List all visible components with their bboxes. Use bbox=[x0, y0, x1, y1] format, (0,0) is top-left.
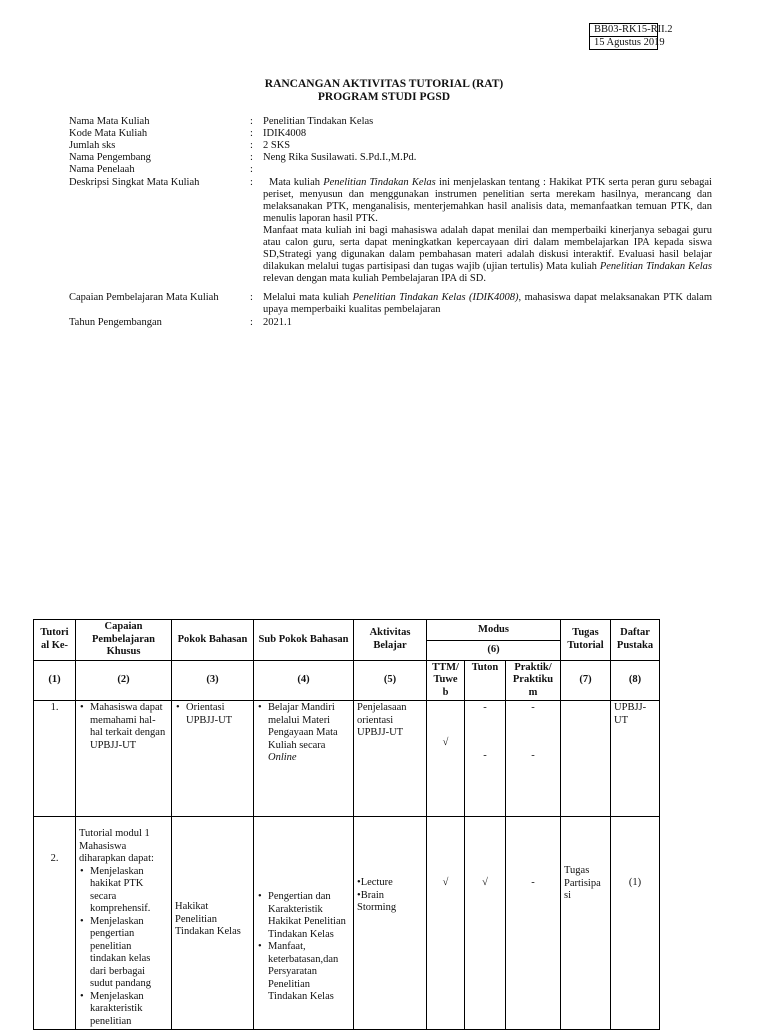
list-item: • Menjelaskan pengertian penelitian tindakan kelas dari berbagai sudut pandang bbox=[90, 916, 168, 991]
header-tugas-tutorial: Tugas Tutorial bbox=[561, 620, 611, 661]
list-item: • Menjelaskan karakteristik penelitian bbox=[90, 991, 168, 1029]
deskripsi-paragraph-1: Mata kuliah Penelitian Tindakan Kelas ini menjelaskan tentang : Hakikat PTK serta peran guru sebagai periset, menyusun dan menggunakan instrumen penelitian serta merekam hasilnya, merancang dan melaksanakan PTK, menganalisis, menterjemahkan hasil analisis data, memanfaatkan temuan PTK, dan menulis laporan hasil PTK. bbox=[263, 177, 712, 224]
header-num-3: (3) bbox=[172, 660, 254, 701]
colon: : bbox=[250, 152, 253, 163]
colon: : bbox=[250, 292, 253, 303]
header-tutorial-ke: Tutori al Ke- bbox=[34, 620, 76, 661]
header-aktivitas-belajar: Aktivitas Belajar bbox=[354, 620, 427, 661]
label-deskripsi: Deskripsi Singkat Mata Kuliah bbox=[69, 177, 200, 188]
label-sks: Jumlah sks bbox=[69, 140, 116, 151]
header-num-5: (5) bbox=[354, 660, 427, 701]
header-num-7: (7) bbox=[561, 660, 611, 701]
label-capaian: Capaian Pembelajaran Mata Kuliah bbox=[69, 292, 219, 303]
table-row bbox=[34, 817, 660, 1030]
row1-pokok: • Orientasi UPBJJ-UT bbox=[172, 701, 254, 817]
row1-capaian: • Mahasiswa dapat memahami hal-hal terkait dengan UPBJJ-UT bbox=[76, 701, 172, 817]
value-deskripsi bbox=[263, 177, 712, 285]
colon: : bbox=[250, 164, 253, 175]
row2-aktivitas bbox=[354, 817, 427, 1030]
row1-sub-pokok: • Belajar Mandiri melalui Materi Pengayaan Mata Kuliah secara Online bbox=[254, 701, 354, 817]
list-item: •Lecture bbox=[357, 877, 393, 888]
header-praktik: Praktik/ Praktiku m bbox=[506, 660, 561, 701]
list-item: • Pengertian dan Karakteristik Hakikat Penelitian Tindakan Kelas bbox=[268, 891, 350, 941]
row2-ttm: √ bbox=[427, 817, 465, 1030]
label-penelaah: Nama Penelaah bbox=[69, 164, 135, 175]
label-pengembang: Nama Pengembang bbox=[69, 152, 151, 163]
row1-number: 1. bbox=[34, 701, 76, 817]
header-pokok-bahasan: Pokok Bahasan bbox=[172, 620, 254, 661]
row2-number: 2. bbox=[34, 817, 76, 1030]
header-capaian: Capaian Pembelajaran Khusus bbox=[76, 620, 172, 661]
document-subtitle: PROGRAM STUDI PGSD bbox=[317, 91, 451, 103]
header-num-2: (2) bbox=[76, 660, 172, 701]
document-date: 15 Agustus 2019 bbox=[590, 36, 657, 49]
row2-tuton: √ bbox=[465, 817, 506, 1030]
row1-praktik: - - bbox=[506, 701, 561, 817]
list-item: • Menjelaskan hakikat PTK secara komprehensif. bbox=[90, 866, 168, 916]
value-kode-mk: IDIK4008 bbox=[263, 128, 307, 139]
colon: : bbox=[250, 317, 253, 328]
row2-praktik: - bbox=[506, 817, 561, 1030]
label-tahun: Tahun Pengembangan bbox=[69, 317, 162, 328]
value-capaian: Melalui mata kuliah Penelitian Tindakan Kelas (IDIK4008), mahasiswa dapat melaksanakan PTK dalam upaya memperbaiki kualitas pembelajaran bbox=[263, 292, 713, 315]
header-num-1: (1) bbox=[34, 660, 76, 701]
header-num-6: (6) bbox=[427, 641, 561, 660]
row1-tuton: - - bbox=[465, 701, 506, 817]
row2-sub-pokok bbox=[254, 817, 354, 1030]
label-kode-mk: Kode Mata Kuliah bbox=[69, 128, 148, 139]
row1-tugas bbox=[561, 701, 611, 817]
value-tahun: 2021.1 bbox=[263, 317, 292, 328]
row2-pokok: Hakikat Penelitian Tindakan Kelas bbox=[172, 817, 254, 1030]
label-nama-mk: Nama Mata Kuliah bbox=[69, 116, 150, 127]
colon: : bbox=[250, 128, 253, 139]
colon: : bbox=[250, 140, 253, 151]
row2-capaian bbox=[76, 817, 172, 1030]
row1-aktivitas: Penjelasaan orientasi UPBJJ-UT bbox=[354, 701, 427, 817]
header-sub-pokok-bahasan: Sub Pokok Bahasan bbox=[254, 620, 354, 661]
row2-tugas: Tugas Partisipa si bbox=[561, 817, 611, 1030]
document-code: BB03-RK15-RII.2 bbox=[594, 24, 673, 35]
rat-table bbox=[33, 619, 660, 1030]
table-row bbox=[34, 701, 660, 817]
value-pengembang: Neng Rika Susilawati. S.Pd.I.,M.Pd. bbox=[263, 152, 417, 163]
colon: : bbox=[250, 116, 253, 127]
value-nama-mk: Penelitian Tindakan Kelas bbox=[263, 116, 374, 127]
row2-pustaka: (1) bbox=[611, 817, 660, 1030]
header-num-4: (4) bbox=[254, 660, 354, 701]
row1-ttm: √ bbox=[427, 701, 465, 817]
header-ttm: TTM/ Tuwe b bbox=[427, 660, 465, 701]
header-daftar-pustaka: Daftar Pustaka bbox=[611, 620, 660, 661]
header-modus: Modus bbox=[427, 620, 561, 641]
row1-pustaka: UPBJJ-UT bbox=[611, 701, 660, 817]
list-item: •Brain Storming bbox=[357, 889, 397, 913]
document-title: RANCANGAN AKTIVITAS TUTORIAL (RAT) bbox=[264, 78, 504, 90]
colon: : bbox=[250, 177, 253, 188]
list-item: • Manfaat, keterbatasan,dan Persyaratan Penelitian Tindakan Kelas bbox=[268, 941, 350, 1004]
value-sks: 2 SKS bbox=[263, 140, 291, 151]
deskripsi-paragraph-2: Manfaat mata kuliah ini bagi mahasiswa adalah dapat menilai dan memperbaiki kinerjanya sebagai guru atau calon guru, serta dapat meningkatkan kepercayaan diri dalam membelajarkan IPA kepada siswa SD,Strategi yang digunakan dalam pembahasan materi adalah diskusi interaktif. Evaluasi hasil belajar dilakukan melalui tugas partisipasi dan tugas wajib (ujian tertulis) Mata kuliah Penelitian Tindakan Kelas relevan dengan mata kuliah Pembelajaran IPA di SD. bbox=[263, 225, 712, 284]
header-tuton: Tuton bbox=[465, 660, 506, 701]
document-code-box bbox=[589, 23, 673, 50]
row2-intro: Tutorial modul 1 Mahasiswa diharapkan dapat: bbox=[79, 828, 154, 864]
header-num-8: (8) bbox=[611, 660, 660, 701]
